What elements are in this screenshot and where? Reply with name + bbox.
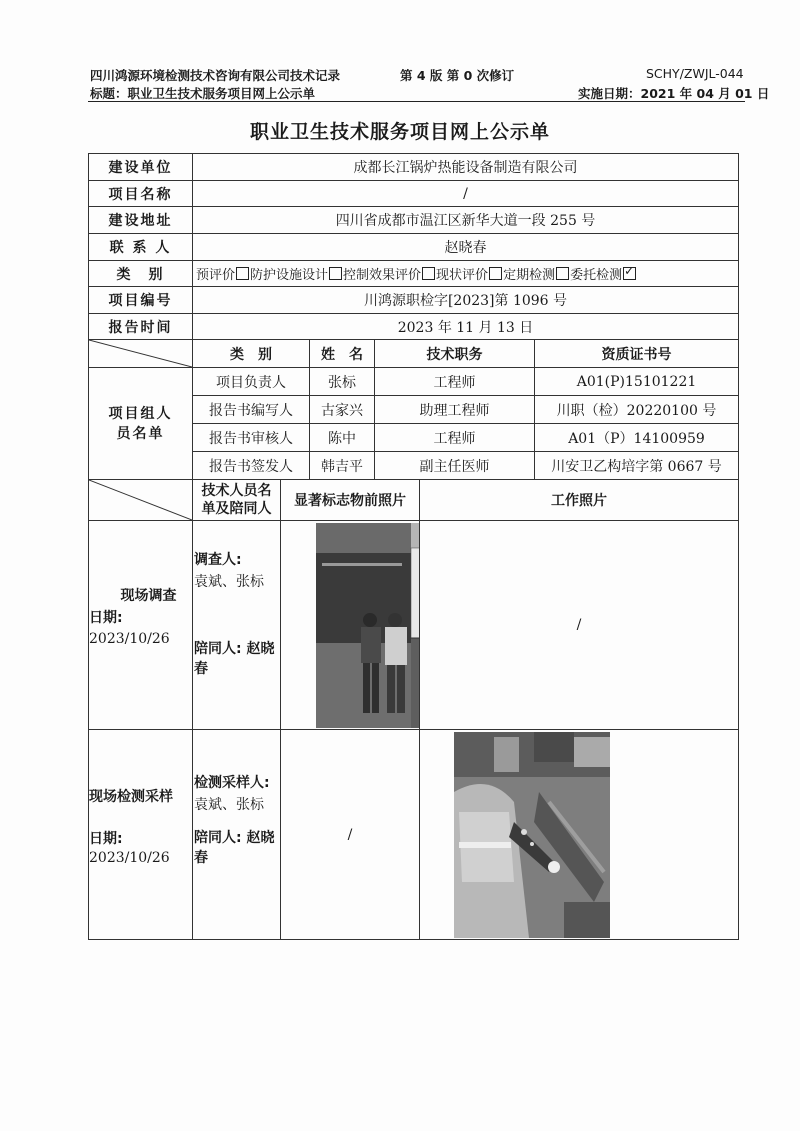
team-role: 项目负责人 [193,368,310,396]
project-number-label: 项目编号 [89,287,193,314]
sampling-staff-cell [193,730,281,940]
category-option: 预评价 [196,268,236,283]
team-title: 工程师 [375,424,535,452]
project-name-label: 项目名称 [89,181,193,207]
disclosure-table [88,153,739,940]
category-option: 控制效果评价 [343,268,422,283]
team-name: 韩吉平 [310,452,375,480]
report-time-label: 报告时间 [89,314,193,340]
category-option: 现状评价 [436,268,489,283]
subject-label: 标题：职业卫生技术服务项目网上公示单 [90,86,316,101]
project-number: 川鸿源职检字[2023]第 1096 号 [193,287,739,314]
checkbox-icon[interactable] [329,267,342,280]
sampling-date-label: 日期: [89,831,123,847]
survey-label: 现场调查 [120,588,177,604]
landmark-photo [316,523,420,728]
survey-companion: 陪同人: 赵晓春 [194,641,275,677]
category-label: 类 别 [89,261,193,287]
team-title: 助理工程师 [375,396,535,424]
sampling-label-cell [89,730,193,940]
category-options [193,261,739,287]
photo-header-staff: 技术人员名单及陪同人 [193,480,281,521]
work-photo [454,732,610,938]
diagonal-header-cell [89,340,193,368]
survey-label-cell [89,521,193,730]
survey-staff-cell [193,521,281,730]
survey-date-label: 日期: [89,610,123,626]
category-option: 委托检测 [570,268,623,283]
team-cert: A01（P）14100959 [535,424,739,452]
checked-checkbox-icon[interactable] [623,267,636,280]
header-rule [88,101,745,102]
unit-label: 建设单位 [89,154,193,181]
landmark-photo-cell [281,521,420,730]
version-label: 第 4 版 第 0 次修订 [400,68,515,83]
team-role: 报告书编写人 [193,396,310,424]
checkbox-icon[interactable] [422,267,435,280]
team-cert: 川职（检）20220100 号 [535,396,739,424]
sampling-landmark-photo: / [281,730,420,940]
checkbox-icon[interactable] [489,267,502,280]
sampling-label: 现场检测采样 [89,789,173,805]
team-cert: A01(P)15101221 [535,368,739,396]
sampler-label: 检测采样人: [194,775,270,791]
team-header-role: 类 别 [193,340,310,368]
team-name: 陈中 [310,424,375,452]
team-header-title: 技术职务 [375,340,535,368]
checkbox-icon[interactable] [236,267,249,280]
team-title: 工程师 [375,368,535,396]
photo-header-work: 工作照片 [420,480,739,521]
investigator-label: 调查人: [194,552,242,568]
team-header-cert: 资质证书号 [535,340,739,368]
team-role: 报告书审核人 [193,424,310,452]
checkbox-icon[interactable] [556,267,569,280]
document-code: SCHY/ZWJL-044 [646,66,744,81]
work-photo-cell [420,730,739,940]
survey-work-photo: / [420,521,739,730]
team-title: 副主任医师 [375,452,535,480]
report-time: 2023 年 11 月 13 日 [193,314,739,340]
team-cert: 川安卫乙构培字第 0667 号 [535,452,739,480]
team-name: 古家兴 [310,396,375,424]
category-option: 防护设施设计 [250,268,329,283]
samplers: 袁斌、张标 [194,797,264,813]
sampling-date: 2023/10/26 [89,850,170,866]
photo-header-landmark: 显著标志物前照片 [281,480,420,521]
project-name: / [193,181,739,207]
sampling-companion: 陪同人: 赵晓春 [194,830,275,866]
team-name: 张标 [310,368,375,396]
page-title: 职业卫生技术服务项目网上公示单 [249,121,550,143]
category-option: 定期检测 [503,268,556,283]
team-group-label: 项目组人员名单 [89,368,193,480]
team-header-name: 姓 名 [310,340,375,368]
diagonal-header-cell [89,480,193,521]
contact-label: 联 系 人 [89,234,193,261]
construction-unit: 成都长江锅炉热能设备制造有限公司 [193,154,739,181]
company-record-title: 四川鸿源环境检测技术咨询有限公司技术记录 [90,68,341,83]
effective-date: 实施日期：2021 年 04 月 01 日 [578,86,770,101]
investigators: 袁斌、张标 [194,574,264,590]
survey-date: 2023/10/26 [89,631,170,647]
team-role: 报告书签发人 [193,452,310,480]
contact-person: 赵晓春 [193,234,739,261]
construction-address: 四川省成都市温江区新华大道一段 255 号 [193,207,739,234]
address-label: 建设地址 [89,207,193,234]
